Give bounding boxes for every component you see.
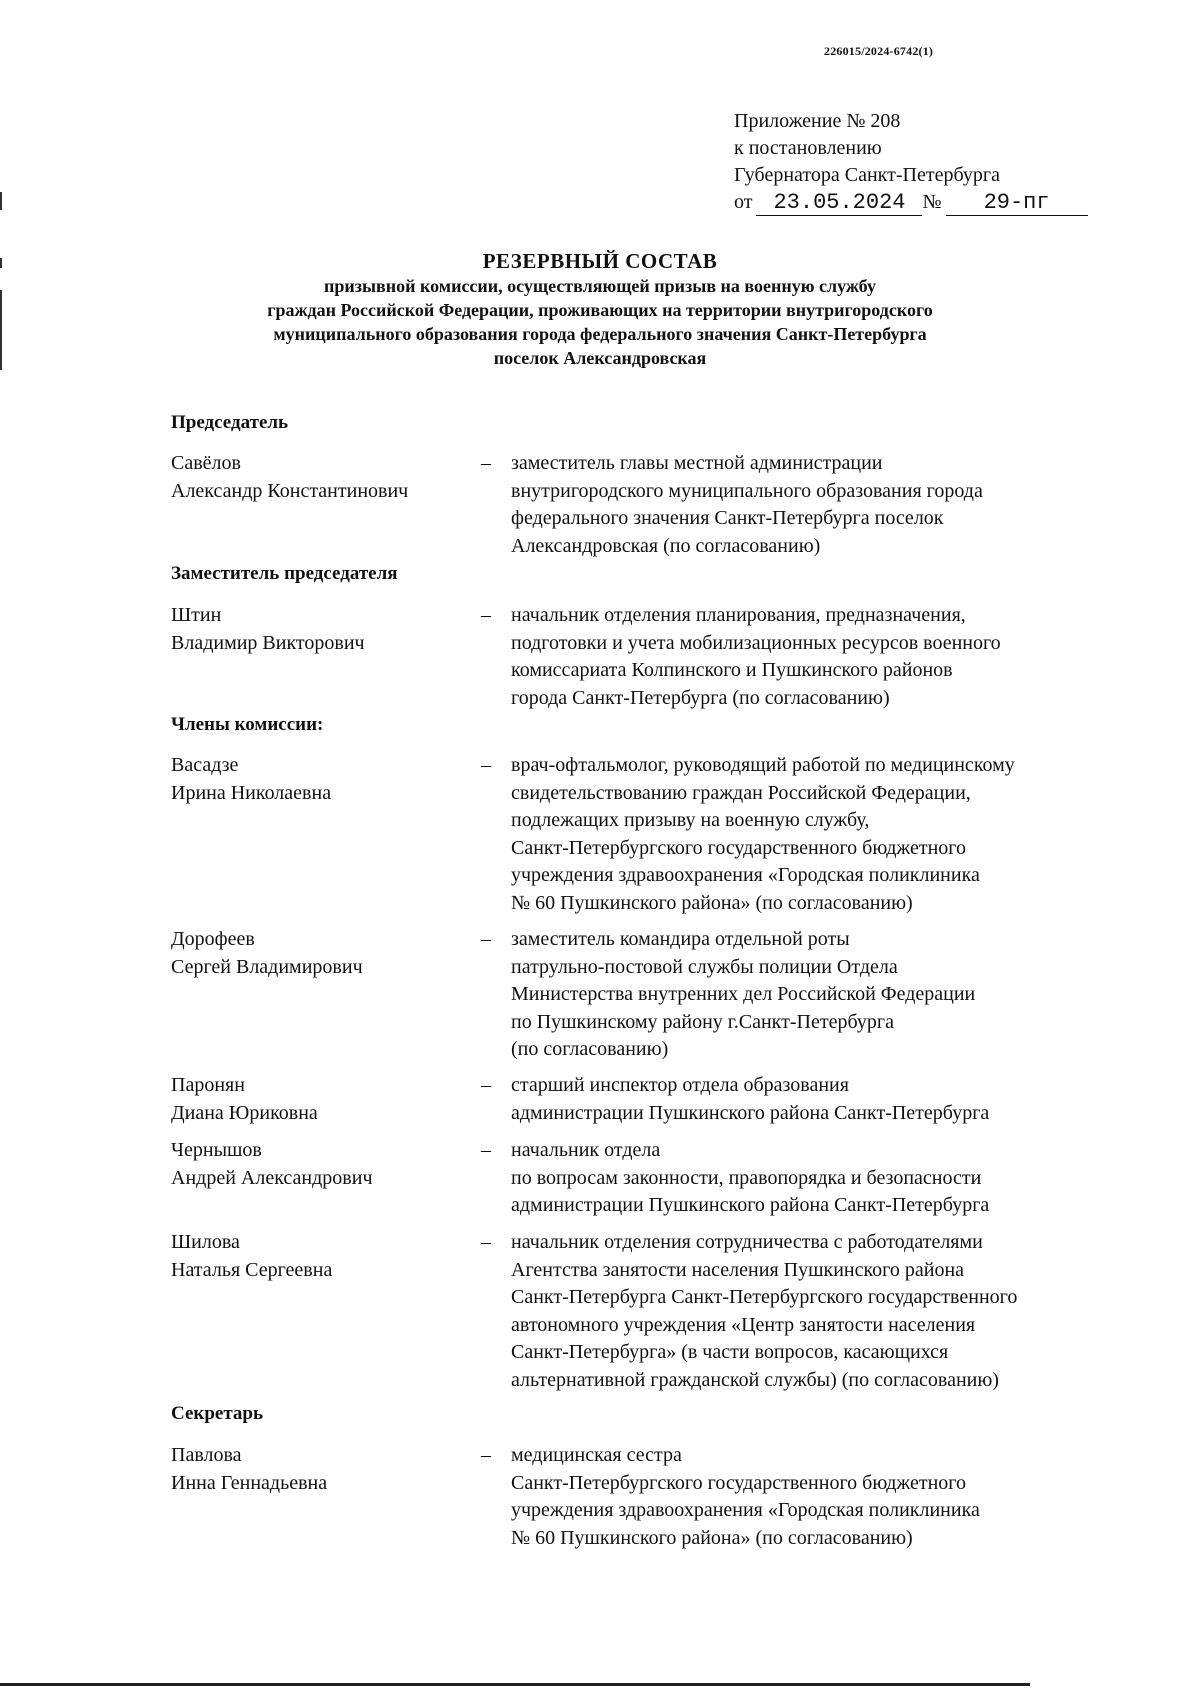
position-line: Министерства внутренних дел Российской Федерации	[511, 983, 976, 1005]
position-line: патрульно-постовой службы полиции Отдела	[511, 955, 898, 978]
member-surname: Павлова	[171, 1444, 242, 1466]
position-line: администрации Пушкинского района Санкт-Петербурга	[511, 1101, 990, 1124]
position-line: старший инспектор отдела образования	[511, 1074, 849, 1096]
subtitle-line: граждан Российской Федерации, проживающих на территории внутригородского	[267, 300, 933, 320]
member-position	[511, 602, 1151, 712]
position-line: города Санкт-Петербурга (по согласованию)	[511, 686, 890, 709]
position-line: по вопросам законности, правопорядка и безопасности	[511, 1166, 982, 1189]
member-surname: Васадзе	[171, 754, 239, 776]
member-name	[171, 752, 481, 917]
subtitle-line: муниципального образования города федерального значения Санкт-Петербурга	[273, 324, 927, 344]
position-line: альтернативной гражданской службы) (по согласованию)	[511, 1368, 999, 1391]
member-position	[511, 752, 1151, 917]
document-title: РЕЗЕРВНЫЙ СОСТАВ	[482, 249, 718, 273]
position-line: федерального значения Санкт-Петербурга поселок	[511, 507, 944, 529]
member-given-names: Сергей Владимирович	[171, 955, 363, 978]
member-name	[171, 1137, 481, 1220]
position-line: заместитель главы местной администрации	[511, 452, 883, 474]
subtitle-line: призывной комиссии, осуществляющей призыв на военную службу	[324, 276, 876, 296]
member-surname: Чернышов	[171, 1139, 262, 1161]
position-line: учреждения здравоохранения «Городская поликлиника	[511, 864, 980, 886]
member-given-names: Андрей Александрович	[171, 1166, 373, 1189]
member-given-names: Инна Геннадьевна	[171, 1471, 328, 1494]
member-entry	[171, 1137, 1151, 1220]
member-given-names: Наталья Сергеевна	[171, 1258, 333, 1281]
scan-margin-mark	[0, 258, 2, 268]
number-prefix: №	[922, 191, 942, 213]
member-name	[171, 1072, 481, 1127]
member-position	[511, 1072, 1151, 1127]
dash-separator: –	[481, 452, 491, 474]
position-line: подлежащих призыву на военную службу,	[511, 809, 870, 831]
scan-margin-mark	[0, 290, 2, 370]
member-entry	[171, 1072, 1151, 1127]
position-line: учреждения здравоохранения «Городская поликлиника	[511, 1499, 980, 1521]
position-line: Санкт-Петербургского государственного бюджетного	[511, 1471, 967, 1494]
section-members: Члены комиссии:	[171, 714, 324, 735]
dash-separator: –	[481, 604, 491, 626]
position-line: комиссариата Колпинского и Пушкинского районов	[511, 659, 953, 681]
member-surname: Штин	[171, 604, 222, 626]
annex-to-resolution: к постановлению	[734, 137, 882, 159]
member-position	[511, 1229, 1151, 1394]
member-surname: Савёлов	[171, 452, 241, 474]
dash-separator: –	[481, 754, 491, 776]
resolution-date: 23.05.2024	[756, 191, 922, 216]
position-line: по Пушкинскому району г.Санкт-Петербурга	[511, 1010, 894, 1033]
annex-header	[734, 108, 1088, 216]
position-line: внутригородского муниципального образования города	[511, 479, 983, 502]
dash-separator: –	[481, 928, 491, 950]
position-line: Санкт-Петербурга» (в части вопросов, касающихся	[511, 1341, 949, 1363]
date-prefix: от	[734, 191, 753, 213]
member-entry	[171, 1229, 1151, 1394]
section-deputy: Заместитель председателя	[171, 563, 398, 584]
position-line: медицинская сестра	[511, 1444, 682, 1466]
member-position	[511, 1442, 1151, 1552]
member-given-names: Александр Константинович	[171, 479, 409, 502]
position-line: начальник отделения сотрудничества с работодателями	[511, 1231, 983, 1253]
member-name	[171, 1442, 481, 1552]
annex-governor: Губернатора Санкт-Петербурга	[734, 164, 1000, 186]
dash-separator: –	[481, 1231, 491, 1253]
member-entry	[171, 926, 1151, 1064]
resolution-number: 29-пг	[946, 191, 1088, 216]
member-name	[171, 602, 481, 712]
member-surname: Шилова	[171, 1231, 240, 1253]
member-entry	[171, 752, 1151, 917]
scan-margin-mark	[0, 192, 2, 210]
member-position	[511, 926, 1151, 1064]
dash-separator: –	[481, 1444, 491, 1466]
member-position	[511, 450, 1151, 560]
section-chairman: Председатель	[171, 412, 289, 433]
member-entry	[171, 1442, 1151, 1552]
member-name	[171, 450, 481, 560]
position-line: Санкт-Петербургского государственного бюджетного	[511, 836, 967, 859]
scan-bottom-edge	[0, 1683, 1030, 1686]
annex-date-line	[734, 189, 1088, 216]
member-surname: Паронян	[171, 1074, 245, 1096]
registration-number: 226015/2024-6742(1)	[824, 44, 934, 58]
position-line: № 60 Пушкинского района» (по согласованию)	[511, 1526, 913, 1549]
position-line: автономного учреждения «Центр занятости населения	[511, 1313, 976, 1336]
position-line: Санкт-Петербурга Санкт-Петербургского государственного	[511, 1286, 1018, 1308]
dash-separator: –	[481, 1074, 491, 1096]
member-given-names: Владимир Викторович	[171, 631, 365, 654]
position-line: начальник отдела	[511, 1139, 661, 1161]
member-given-names: Ирина Николаевна	[171, 781, 332, 804]
position-line: (по согласованию)	[511, 1038, 669, 1060]
position-line: заместитель командира отдельной роты	[511, 928, 850, 950]
subtitle-line: поселок Александровская	[493, 348, 707, 368]
document-title-block	[150, 248, 1050, 370]
position-line: начальник отделения планирования, предназначения,	[511, 604, 966, 626]
member-position	[511, 1137, 1151, 1220]
position-line: свидетельствованию граждан Российской Федерации,	[511, 781, 971, 804]
section-secretary: Секретарь	[171, 1403, 264, 1424]
position-line: врач-офтальмолог, руководящий работой по медицинскому	[511, 754, 1015, 776]
member-name	[171, 926, 481, 1064]
position-line: подготовки и учета мобилизационных ресурсов военного	[511, 631, 1001, 654]
position-line: Агентства занятости населения Пушкинского района	[511, 1258, 965, 1281]
member-name	[171, 1229, 481, 1394]
member-given-names: Диана Юриковна	[171, 1101, 318, 1124]
member-entry	[171, 450, 1151, 560]
position-line: № 60 Пушкинского района» (по согласованию)	[511, 891, 913, 914]
member-entry	[171, 602, 1151, 712]
position-line: администрации Пушкинского района Санкт-Петербурга	[511, 1194, 990, 1216]
member-surname: Дорофеев	[171, 928, 255, 950]
annex-number: Приложение № 208	[734, 110, 901, 132]
dash-separator: –	[481, 1139, 491, 1161]
position-line: Александровская (по согласованию)	[511, 534, 821, 557]
